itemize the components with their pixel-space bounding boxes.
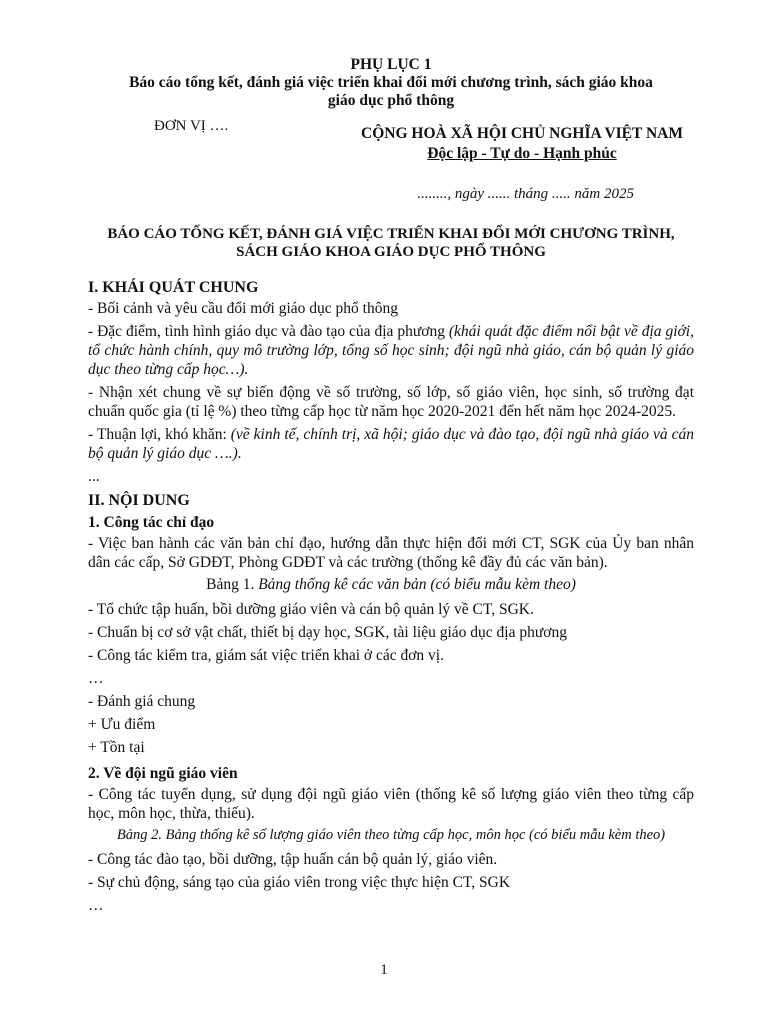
date-line: ........, ngày ...... tháng ..... năm 2025 — [417, 186, 634, 202]
unit-label: ĐƠN VỊ …. — [152, 126, 230, 144]
paragraph: + Tồn tại — [88, 739, 145, 756]
paragraph: - Tổ chức tập huấn, bồi dưỡng giáo viên và cán bộ quản lý về CT, SGK. — [88, 601, 534, 618]
paragraph: - Nhận xét chung về sự biến động về số trường, số lớp, số giáo viên, học sinh, số trường đạt chuẩn quốc gia (tỉ lệ %) theo từng cấp học từ năm học 2020-2021 đến hết năm học 2024-2025. — [88, 384, 694, 420]
appendix-subtitle-line1: Báo cáo tổng kết, đánh giá việc triển khai đổi mới chương trình, sách giáo khoa — [129, 74, 653, 91]
paragraph: - Đánh giá chung — [88, 693, 196, 710]
page-number: 1 — [380, 962, 388, 978]
report-title-line1: BÁO CÁO TỔNG KẾT, ĐÁNH GIÁ VIỆC TRIỂN KHAI ĐỔI MỚI CHƯƠNG TRÌNH, — [107, 226, 675, 242]
paragraph: … — [88, 670, 104, 687]
paragraph: - Đặc điểm, tình hình giáo dục và đào tạo của địa phương (khái quát đặc điểm nổi bật về địa giới, tổ chức hành chính, quy mô trường lớp, tổng số học sinh; đội ngũ nhà giáo, cán bộ quản lý giáo dục theo từng cấp học…). — [88, 323, 694, 378]
national-motto: Độc lập - Tự do - Hạnh phúc — [427, 145, 617, 162]
subsection-heading-direction: 1. Công tác chỉ đạo — [88, 514, 215, 531]
paragraph: + Ưu điểm — [88, 716, 156, 733]
document-header — [88, 118, 694, 180]
appendix-subtitle — [88, 74, 694, 110]
report-title — [88, 225, 694, 261]
paragraph: - Thuận lợi, khó khăn: (về kinh tế, chính trị, xã hội; giáo dục và đào tạo, đội ngũ nhà giáo và cán bộ quản lý giáo dục ….). — [88, 426, 694, 462]
paragraph: - Công tác đào tạo, bồi dưỡng, tập huấn cán bộ quản lý, giáo viên. — [88, 851, 498, 868]
table-caption-1: Bảng 1. Bảng thống kê các văn bản (có biểu mẫu kèm theo) — [206, 576, 576, 593]
paragraph: ... — [88, 468, 100, 485]
paragraph: - Việc ban hành các văn bản chỉ đạo, hướng dẫn thực hiện đổi mới CT, SGK của Ủy ban nhân dân các cấp, Sở GDĐT, Phòng GDĐT và các trường (thống kê đầy đủ các văn bản). — [88, 535, 694, 571]
appendix-heading: PHỤ LỤC 1 — [350, 56, 432, 73]
paragraph: - Công tác tuyển dụng, sử dụng đội ngũ giáo viên (thống kê số lượng giáo viên theo từng cấp học, môn học, thừa, thiếu). — [88, 786, 694, 822]
paragraph: - Bối cảnh và yêu cầu đổi mới giáo dục phổ thông — [88, 300, 398, 317]
paragraph: - Sự chủ động, sáng tạo của giáo viên trong việc thực hiện CT, SGK — [88, 874, 511, 891]
section-heading-content: II. NỘI DUNG — [88, 492, 190, 509]
document-page — [88, 56, 694, 919]
paragraph: - Công tác kiểm tra, giám sát việc triển khai ở các đơn vị. — [88, 647, 444, 664]
national-title — [350, 124, 694, 164]
section-heading-general: I. KHÁI QUÁT CHUNG — [88, 279, 259, 296]
appendix-subtitle-line2: giáo dục phổ thông — [327, 92, 455, 109]
subsection-heading-teachers: 2. Về đội ngũ giáo viên — [88, 765, 238, 782]
paragraph: … — [88, 897, 104, 914]
paragraph: - Chuẩn bị cơ sở vật chất, thiết bị dạy học, SGK, tài liệu giáo dục địa phương — [88, 624, 567, 641]
report-title-line2: SÁCH GIÁO KHOA GIÁO DỤC PHỔ THÔNG — [236, 244, 546, 260]
table-caption-2: Bảng 2. Bảng thống kê số lượng giáo viên theo từng cấp học, môn học (có biểu mẫu kèm theo) — [116, 827, 666, 843]
nation-name: CỘNG HOÀ XÃ HỘI CHỦ NGHĨA VIỆT NAM — [361, 125, 683, 142]
